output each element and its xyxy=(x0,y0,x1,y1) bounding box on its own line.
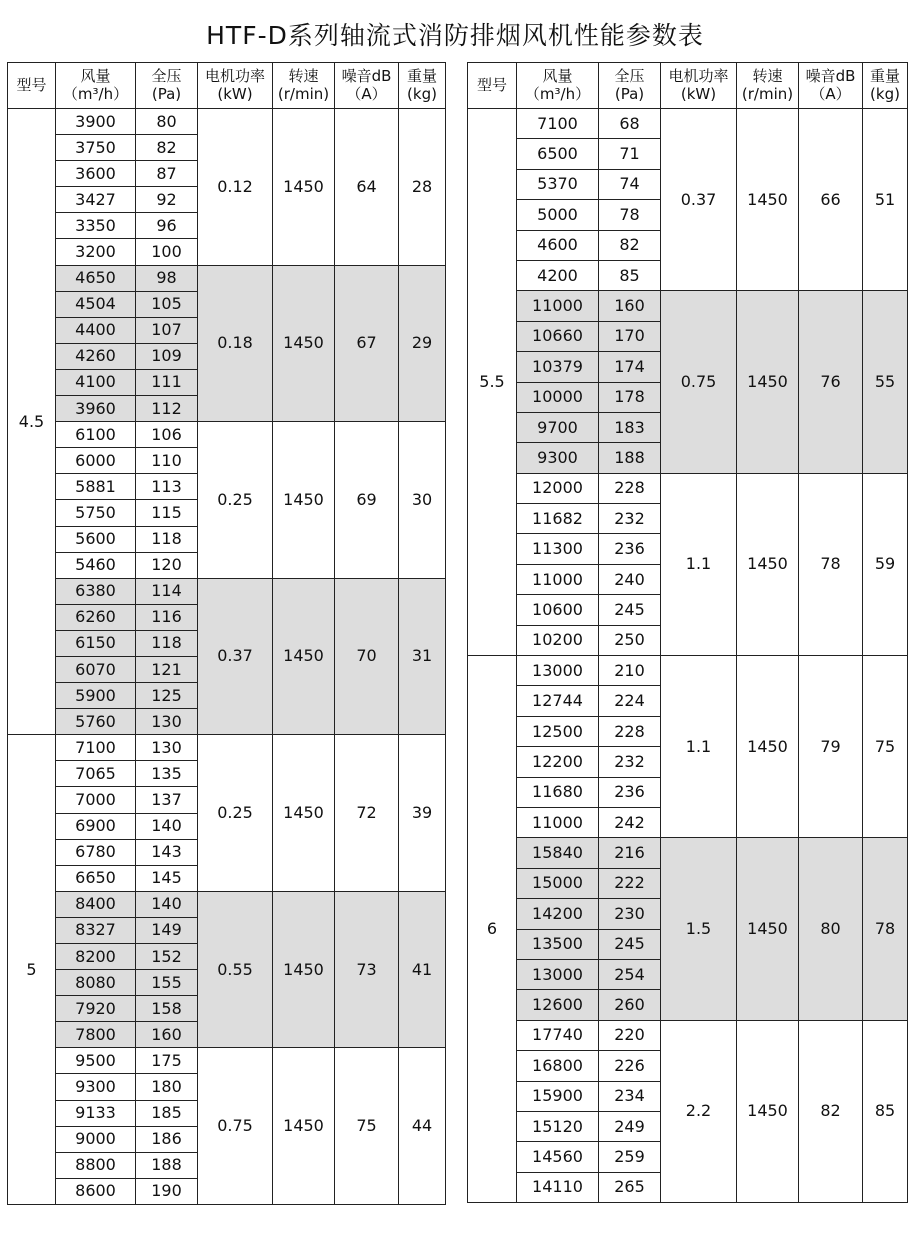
flow-cell: 7800 xyxy=(56,1022,136,1048)
flow-cell: 5000 xyxy=(517,200,599,230)
power-cell: 0.12 xyxy=(198,109,273,266)
flow-cell: 5760 xyxy=(56,709,136,735)
flow-cell: 13500 xyxy=(517,929,599,959)
table-row xyxy=(8,422,446,448)
flow-cell: 8327 xyxy=(56,917,136,943)
pressure-cell: 224 xyxy=(599,686,661,716)
table-body xyxy=(468,109,908,1203)
pressure-cell: 112 xyxy=(136,396,198,422)
power-cell: 0.75 xyxy=(661,291,737,473)
pressure-cell: 109 xyxy=(136,343,198,369)
weight-cell: 39 xyxy=(399,735,446,892)
flow-cell: 6000 xyxy=(56,448,136,474)
power-cell: 0.37 xyxy=(198,578,273,735)
pressure-cell: 226 xyxy=(599,1051,661,1081)
weight-cell: 55 xyxy=(863,291,908,473)
flow-cell: 12744 xyxy=(517,686,599,716)
pressure-cell: 190 xyxy=(136,1178,198,1204)
header-model: 型号 xyxy=(468,63,517,109)
pressure-cell: 118 xyxy=(136,526,198,552)
flow-cell: 13000 xyxy=(517,959,599,989)
flow-cell: 3427 xyxy=(56,187,136,213)
pressure-cell: 236 xyxy=(599,777,661,807)
header-weight: 重量 (kg) xyxy=(399,63,446,109)
power-cell: 0.25 xyxy=(198,735,273,892)
flow-cell: 6380 xyxy=(56,578,136,604)
power-cell: 0.18 xyxy=(198,265,273,422)
weight-cell: 41 xyxy=(399,891,446,1048)
power-cell: 0.37 xyxy=(661,109,737,291)
noise-cell: 67 xyxy=(335,265,399,422)
pressure-cell: 265 xyxy=(599,1172,661,1202)
noise-cell: 64 xyxy=(335,109,399,266)
flow-cell: 11682 xyxy=(517,504,599,534)
weight-cell: 30 xyxy=(399,422,446,579)
pressure-cell: 220 xyxy=(599,1020,661,1050)
flow-cell: 6260 xyxy=(56,604,136,630)
pressure-cell: 140 xyxy=(136,813,198,839)
flow-cell: 9500 xyxy=(56,1048,136,1074)
table-row xyxy=(468,1020,908,1050)
weight-cell: 28 xyxy=(399,109,446,266)
power-cell: 0.75 xyxy=(198,1048,273,1205)
table-row xyxy=(468,656,908,686)
pressure-cell: 92 xyxy=(136,187,198,213)
flow-cell: 13000 xyxy=(517,656,599,686)
pressure-cell: 82 xyxy=(136,135,198,161)
speed-cell: 1450 xyxy=(273,109,335,266)
pressure-cell: 137 xyxy=(136,787,198,813)
noise-cell: 80 xyxy=(799,838,863,1020)
header-speed: 转速 (r/min) xyxy=(273,63,335,109)
weight-cell: 78 xyxy=(863,838,908,1020)
pressure-cell: 120 xyxy=(136,552,198,578)
flow-cell: 17740 xyxy=(517,1020,599,1050)
power-cell: 0.55 xyxy=(198,891,273,1048)
pressure-cell: 234 xyxy=(599,1081,661,1111)
flow-cell: 10600 xyxy=(517,595,599,625)
header-weight: 重量 (kg) xyxy=(863,63,908,109)
speed-cell: 1450 xyxy=(737,838,799,1020)
flow-cell: 9300 xyxy=(56,1074,136,1100)
pressure-cell: 87 xyxy=(136,161,198,187)
pressure-cell: 96 xyxy=(136,213,198,239)
pressure-cell: 259 xyxy=(599,1142,661,1172)
weight-cell: 51 xyxy=(863,109,908,291)
table-row xyxy=(468,473,908,503)
flow-cell: 16800 xyxy=(517,1051,599,1081)
header-power: 电机功率 (kW) xyxy=(198,63,273,109)
model-cell: 4.5 xyxy=(8,109,56,735)
pressure-cell: 105 xyxy=(136,291,198,317)
flow-cell: 3200 xyxy=(56,239,136,265)
flow-cell: 8200 xyxy=(56,944,136,970)
flow-cell: 10660 xyxy=(517,321,599,351)
pressure-cell: 74 xyxy=(599,169,661,199)
pressure-cell: 254 xyxy=(599,959,661,989)
pressure-cell: 111 xyxy=(136,369,198,395)
pressure-cell: 114 xyxy=(136,578,198,604)
pressure-cell: 216 xyxy=(599,838,661,868)
flow-cell: 9133 xyxy=(56,1100,136,1126)
pressure-cell: 143 xyxy=(136,839,198,865)
header-power: 电机功率 (kW) xyxy=(661,63,737,109)
pressure-cell: 140 xyxy=(136,891,198,917)
flow-cell: 14200 xyxy=(517,899,599,929)
weight-cell: 75 xyxy=(863,656,908,838)
flow-cell: 7100 xyxy=(517,109,599,139)
speed-cell: 1450 xyxy=(273,265,335,422)
flow-cell: 6070 xyxy=(56,656,136,682)
flow-cell: 8080 xyxy=(56,970,136,996)
pressure-cell: 106 xyxy=(136,422,198,448)
flow-cell: 4400 xyxy=(56,317,136,343)
flow-cell: 5460 xyxy=(56,552,136,578)
header-model: 型号 xyxy=(8,63,56,109)
noise-cell: 72 xyxy=(335,735,399,892)
speed-cell: 1450 xyxy=(273,735,335,892)
flow-cell: 15000 xyxy=(517,868,599,898)
pressure-cell: 245 xyxy=(599,929,661,959)
pressure-cell: 249 xyxy=(599,1111,661,1141)
flow-cell: 8800 xyxy=(56,1152,136,1178)
flow-cell: 15840 xyxy=(517,838,599,868)
table-row xyxy=(468,109,908,139)
power-cell: 1.1 xyxy=(661,473,737,655)
flow-cell: 4504 xyxy=(56,291,136,317)
speed-cell: 1450 xyxy=(273,1048,335,1205)
flow-cell: 3600 xyxy=(56,161,136,187)
flow-cell: 11300 xyxy=(517,534,599,564)
pressure-cell: 149 xyxy=(136,917,198,943)
header-noise: 噪音dB （A） xyxy=(799,63,863,109)
pressure-cell: 135 xyxy=(136,761,198,787)
table-row xyxy=(8,109,446,135)
pressure-cell: 110 xyxy=(136,448,198,474)
noise-cell: 78 xyxy=(799,473,863,655)
table-body xyxy=(8,109,446,1205)
pressure-cell: 130 xyxy=(136,735,198,761)
model-cell: 5 xyxy=(8,735,56,1205)
page-title: HTF-D系列轴流式消防排烟风机性能参数表 xyxy=(206,21,704,50)
noise-cell: 69 xyxy=(335,422,399,579)
flow-cell: 6900 xyxy=(56,813,136,839)
flow-cell: 10000 xyxy=(517,382,599,412)
pressure-cell: 170 xyxy=(599,321,661,351)
model-cell: 5.5 xyxy=(468,109,517,656)
flow-cell: 15120 xyxy=(517,1111,599,1141)
flow-cell: 11000 xyxy=(517,564,599,594)
pressure-cell: 178 xyxy=(599,382,661,412)
speed-cell: 1450 xyxy=(273,578,335,735)
table-row xyxy=(8,735,446,761)
pressure-cell: 158 xyxy=(136,996,198,1022)
noise-cell: 66 xyxy=(799,109,863,291)
noise-cell: 79 xyxy=(799,656,863,838)
pressure-cell: 186 xyxy=(136,1126,198,1152)
flow-cell: 14560 xyxy=(517,1142,599,1172)
weight-cell: 59 xyxy=(863,473,908,655)
pressure-cell: 230 xyxy=(599,899,661,929)
flow-cell: 12600 xyxy=(517,990,599,1020)
flow-cell: 4600 xyxy=(517,230,599,260)
pressure-cell: 100 xyxy=(136,239,198,265)
flow-cell: 10379 xyxy=(517,352,599,382)
flow-cell: 6500 xyxy=(517,139,599,169)
header-noise: 噪音dB （A） xyxy=(335,63,399,109)
header-flow: 风量 （m³/h） xyxy=(517,63,599,109)
pressure-cell: 160 xyxy=(136,1022,198,1048)
pressure-cell: 125 xyxy=(136,683,198,709)
pressure-cell: 160 xyxy=(599,291,661,321)
flow-cell: 8600 xyxy=(56,1178,136,1204)
flow-cell: 4650 xyxy=(56,265,136,291)
table-row xyxy=(468,838,908,868)
flow-cell: 3750 xyxy=(56,135,136,161)
pressure-cell: 113 xyxy=(136,474,198,500)
flow-cell: 6150 xyxy=(56,630,136,656)
flow-cell: 3900 xyxy=(56,109,136,135)
header-flow: 风量 （m³/h） xyxy=(56,63,136,109)
speed-cell: 1450 xyxy=(737,656,799,838)
pressure-cell: 130 xyxy=(136,709,198,735)
flow-cell: 5881 xyxy=(56,474,136,500)
flow-cell: 4200 xyxy=(517,260,599,290)
flow-cell: 11000 xyxy=(517,291,599,321)
pressure-cell: 188 xyxy=(599,443,661,473)
flow-cell: 9000 xyxy=(56,1126,136,1152)
flow-cell: 3960 xyxy=(56,396,136,422)
flow-cell: 5370 xyxy=(517,169,599,199)
flow-cell: 7065 xyxy=(56,761,136,787)
pressure-cell: 118 xyxy=(136,630,198,656)
pressure-cell: 210 xyxy=(599,656,661,686)
flow-cell: 12000 xyxy=(517,473,599,503)
pressure-cell: 155 xyxy=(136,970,198,996)
flow-cell: 3350 xyxy=(56,213,136,239)
flow-cell: 15900 xyxy=(517,1081,599,1111)
weight-cell: 85 xyxy=(863,1020,908,1202)
speed-cell: 1450 xyxy=(273,891,335,1048)
header-pressure: 全压 (Pa) xyxy=(599,63,661,109)
flow-cell: 4100 xyxy=(56,369,136,395)
pressure-cell: 250 xyxy=(599,625,661,655)
pressure-cell: 232 xyxy=(599,504,661,534)
speed-cell: 1450 xyxy=(273,422,335,579)
pressure-cell: 116 xyxy=(136,604,198,630)
header-pressure: 全压 (Pa) xyxy=(136,63,198,109)
weight-cell: 31 xyxy=(399,578,446,735)
pressure-cell: 175 xyxy=(136,1048,198,1074)
flow-cell: 7920 xyxy=(56,996,136,1022)
noise-cell: 70 xyxy=(335,578,399,735)
pressure-cell: 115 xyxy=(136,500,198,526)
flow-cell: 11680 xyxy=(517,777,599,807)
pressure-cell: 85 xyxy=(599,260,661,290)
header-speed: 转速 (r/min) xyxy=(737,63,799,109)
pressure-cell: 260 xyxy=(599,990,661,1020)
speed-cell: 1450 xyxy=(737,291,799,473)
pressure-cell: 185 xyxy=(136,1100,198,1126)
speed-cell: 1450 xyxy=(737,109,799,291)
speed-cell: 1450 xyxy=(737,1020,799,1202)
flow-cell: 5600 xyxy=(56,526,136,552)
flow-cell: 5900 xyxy=(56,683,136,709)
header-row xyxy=(468,63,908,109)
table-row xyxy=(468,291,908,321)
pressure-cell: 71 xyxy=(599,139,661,169)
flow-cell: 14110 xyxy=(517,1172,599,1202)
table-row xyxy=(8,265,446,291)
power-cell: 0.25 xyxy=(198,422,273,579)
flow-cell: 9300 xyxy=(517,443,599,473)
flow-cell: 6100 xyxy=(56,422,136,448)
pressure-cell: 82 xyxy=(599,230,661,260)
flow-cell: 4260 xyxy=(56,343,136,369)
flow-cell: 9700 xyxy=(517,412,599,442)
pressure-cell: 236 xyxy=(599,534,661,564)
spec-table-right xyxy=(467,62,908,1203)
speed-cell: 1450 xyxy=(737,473,799,655)
flow-cell: 7100 xyxy=(56,735,136,761)
flow-cell: 7000 xyxy=(56,787,136,813)
noise-cell: 75 xyxy=(335,1048,399,1205)
table-row xyxy=(8,1048,446,1074)
pressure-cell: 107 xyxy=(136,317,198,343)
pressure-cell: 121 xyxy=(136,656,198,682)
pressure-cell: 78 xyxy=(599,200,661,230)
pressure-cell: 232 xyxy=(599,747,661,777)
flow-cell: 6650 xyxy=(56,865,136,891)
pressure-cell: 245 xyxy=(599,595,661,625)
spec-table-left xyxy=(7,62,446,1205)
pressure-cell: 145 xyxy=(136,865,198,891)
pressure-cell: 98 xyxy=(136,265,198,291)
flow-cell: 11000 xyxy=(517,807,599,837)
table-row xyxy=(8,578,446,604)
pressure-cell: 80 xyxy=(136,109,198,135)
table-row xyxy=(8,891,446,917)
header-row xyxy=(8,63,446,109)
pressure-cell: 174 xyxy=(599,352,661,382)
pressure-cell: 240 xyxy=(599,564,661,594)
power-cell: 2.2 xyxy=(661,1020,737,1202)
pressure-cell: 152 xyxy=(136,944,198,970)
noise-cell: 73 xyxy=(335,891,399,1048)
weight-cell: 29 xyxy=(399,265,446,422)
power-cell: 1.5 xyxy=(661,838,737,1020)
pressure-cell: 180 xyxy=(136,1074,198,1100)
flow-cell: 12500 xyxy=(517,716,599,746)
pressure-cell: 188 xyxy=(136,1152,198,1178)
power-cell: 1.1 xyxy=(661,656,737,838)
model-cell: 6 xyxy=(468,656,517,1203)
flow-cell: 6780 xyxy=(56,839,136,865)
pressure-cell: 222 xyxy=(599,868,661,898)
pressure-cell: 183 xyxy=(599,412,661,442)
flow-cell: 10200 xyxy=(517,625,599,655)
pressure-cell: 228 xyxy=(599,473,661,503)
noise-cell: 76 xyxy=(799,291,863,473)
flow-cell: 5750 xyxy=(56,500,136,526)
pressure-cell: 68 xyxy=(599,109,661,139)
weight-cell: 44 xyxy=(399,1048,446,1205)
flow-cell: 8400 xyxy=(56,891,136,917)
noise-cell: 82 xyxy=(799,1020,863,1202)
flow-cell: 12200 xyxy=(517,747,599,777)
pressure-cell: 242 xyxy=(599,807,661,837)
pressure-cell: 228 xyxy=(599,716,661,746)
